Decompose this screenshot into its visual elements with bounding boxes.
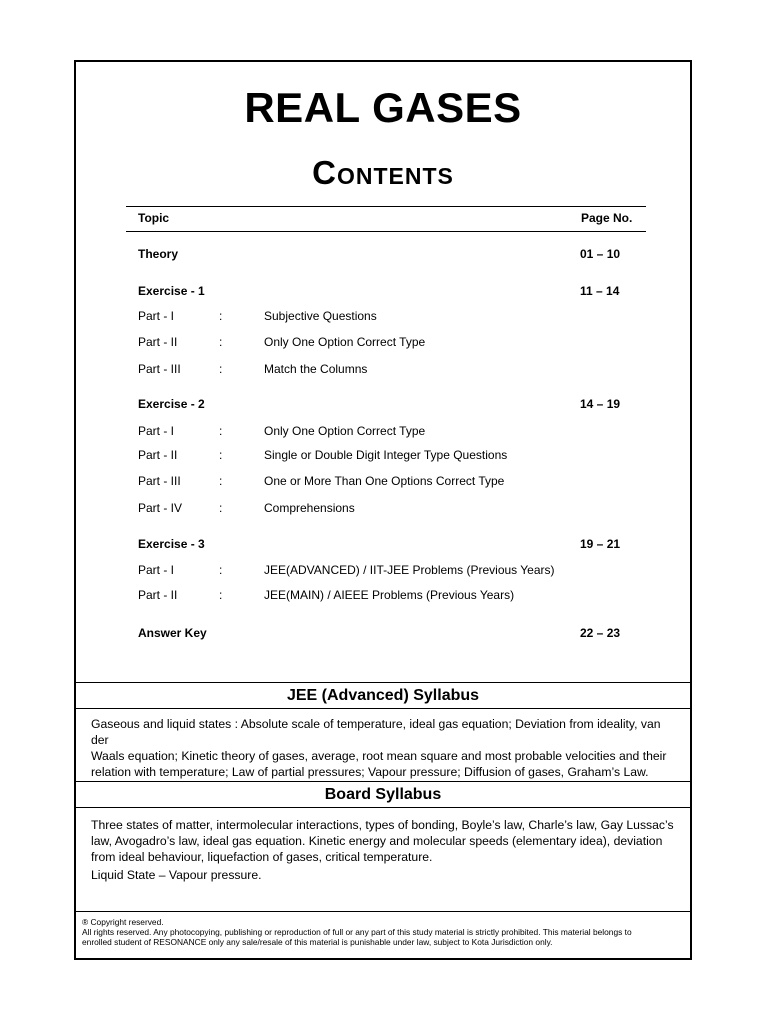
part-label: Part - I	[138, 563, 175, 577]
document-title: REAL GASES	[244, 84, 522, 131]
board-syllabus-line: law, Avogadro’s law, ideal gas equation. Kinetic energy and molecular speeds (elementary idea), deviation	[91, 834, 663, 848]
part-separator: :	[219, 474, 223, 488]
part-label: Part - III	[138, 474, 181, 488]
board-syllabus-line: from ideal behaviour, liquefaction of gases, critical temperature.	[91, 850, 433, 864]
part-separator: :	[219, 448, 223, 462]
toc-topic: Theory	[138, 247, 179, 261]
part-description: JEE(ADVANCED) / IIT-JEE Problems (Previous Years)	[264, 563, 555, 577]
board-syllabus-line: Three states of matter, intermolecular interactions, types of bonding, Boyle’s law, Charle’s law, Gay Lussac’s	[91, 818, 674, 832]
toc-topic: Exercise - 1	[138, 284, 205, 298]
part-separator: :	[219, 588, 223, 602]
copyright-line: enrolled student of RESONANCE only any sale/resale of this material is punishable under law, subject to Kota Jurisdiction only.	[82, 937, 553, 947]
page-frame	[74, 60, 692, 960]
copyright-divider	[76, 911, 690, 912]
contents-heading: Contents	[312, 154, 454, 191]
copyright-line: ® Copyright reserved.	[82, 917, 164, 927]
jee-syllabus-line: relation with temperature; Law of partial pressures; Vapour pressure; Diffusion of gases, Graham’s Law.	[91, 765, 649, 779]
part-separator: :	[219, 362, 223, 376]
part-label: Part - II	[138, 335, 178, 349]
part-description: Only One Option Correct Type	[264, 424, 426, 438]
part-description: JEE(MAIN) / AIEEE Problems (Previous Years)	[264, 588, 515, 602]
toc-col-page: Page No.	[581, 211, 633, 225]
copyright-line: All rights reserved. Any photocopying, publishing or reproduction of full or any part of this study material is strictly prohibited. This material belongs to	[82, 927, 632, 937]
toc-pages: 22 – 23	[580, 626, 621, 640]
part-label: Part - II	[138, 448, 178, 462]
part-label: Part - IV	[138, 501, 183, 515]
jee-syllabus-line: Waals equation; Kinetic theory of gases, average, root mean square and most probable velocities and their	[91, 749, 667, 763]
part-separator: :	[219, 563, 223, 577]
part-description: Comprehensions	[264, 501, 355, 515]
toc-col-topic: Topic	[138, 211, 170, 225]
copyright-notice	[82, 917, 684, 947]
part-label: Part - I	[138, 309, 175, 323]
part-label: Part - II	[138, 588, 178, 602]
board-syllabus-heading: Board Syllabus	[76, 781, 690, 808]
part-label: Part - III	[138, 362, 181, 376]
toc-pages: 01 – 10	[580, 247, 621, 261]
jee-syllabus-line: Gaseous and liquid states : Absolute scale of temperature, ideal gas equation; Deviation from ideality, van der	[91, 717, 661, 747]
toc-pages: 19 – 21	[580, 537, 621, 551]
jee-syllabus-text	[91, 716, 675, 780]
board-syllabus-extra: Liquid State – Vapour pressure.	[91, 868, 262, 882]
toc-topic: Answer Key	[138, 626, 207, 640]
part-separator: :	[219, 501, 223, 515]
toc-topic: Exercise - 3	[138, 537, 205, 551]
toc-pages: 11 – 14	[580, 284, 620, 298]
part-description: Subjective Questions	[264, 309, 377, 323]
part-label: Part - I	[138, 424, 175, 438]
part-description: One or More Than One Options Correct Type	[264, 474, 505, 488]
toc-topic: Exercise - 2	[138, 397, 205, 411]
toc-header	[126, 206, 646, 232]
part-separator: :	[219, 335, 223, 349]
jee-syllabus-heading: JEE (Advanced) Syllabus	[76, 682, 690, 709]
board-syllabus-text	[91, 817, 675, 883]
part-description: Match the Columns	[264, 362, 368, 376]
part-separator: :	[219, 309, 223, 323]
part-description: Single or Double Digit Integer Type Questions	[264, 448, 508, 462]
toc-pages: 14 – 19	[580, 397, 621, 411]
part-description: Only One Option Correct Type	[264, 335, 426, 349]
part-separator: :	[219, 424, 223, 438]
